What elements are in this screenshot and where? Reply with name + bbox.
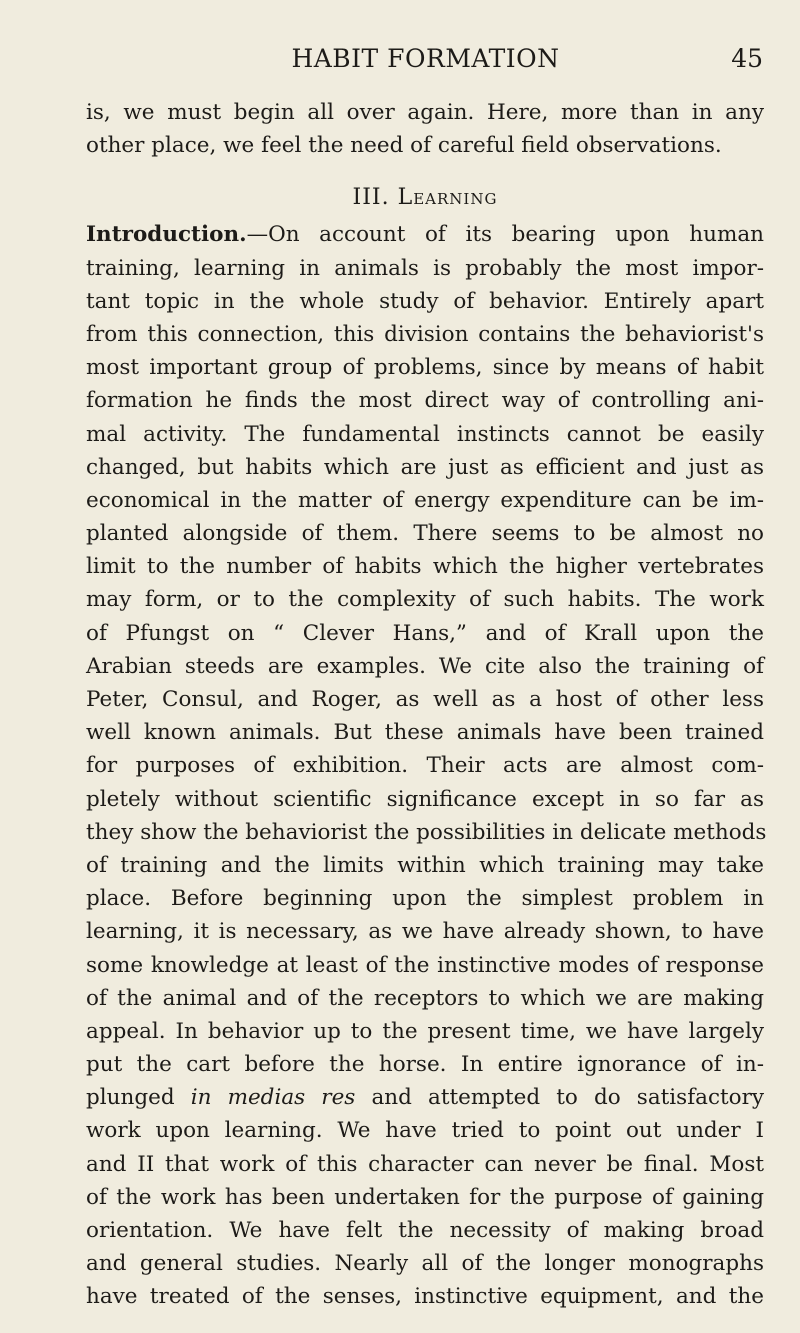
paragraph-continuation (86, 96, 764, 162)
text-line: for purposes of exhibition. Their acts are almost com- (86, 753, 764, 779)
body-text (86, 96, 767, 1314)
latin-phrase: in medias res (190, 1085, 356, 1111)
text-line: put the cart before the horse. In entire ignorance of in- (86, 1052, 764, 1078)
text-line: other place, we feel the need of careful field observations. (86, 133, 722, 159)
text-line (86, 1081, 764, 1114)
section-numeral: III. (352, 185, 390, 211)
text-line: of the animal and of the receptors to which we are making (86, 985, 764, 1011)
text-line: tant topic in the whole study of behavior. Entirely apart (86, 288, 764, 314)
text-line: orientation. We have felt the necessity of making broad (86, 1218, 764, 1243)
text-line: formation he finds the most direct way of controlling ani- (86, 388, 764, 414)
text-line: from this connection, this division contains the behaviorist's (86, 321, 764, 347)
text-line: have treated of the senses, instinctive equipment, and the (86, 1284, 764, 1310)
text-line: economical in the matter of energy expenditure can be im- (86, 487, 764, 513)
text-line: changed, but habits which are just as efficient and just as (86, 454, 764, 480)
page-number: 45 (731, 44, 763, 73)
text-line: and II that work of this character can never be final. Most (86, 1151, 764, 1177)
text-span: plunged (86, 1085, 191, 1111)
text-line: of Pfungst on “ Clever Hans,” and of Krall upon the (86, 620, 764, 646)
text-line: and general studies. Nearly all of the longer monographs (86, 1251, 764, 1277)
section-heading (86, 178, 764, 218)
text-line: well known animals. But these animals have been trained (86, 720, 764, 746)
text-line: planted alongside of them. There seems to be almost no (86, 521, 764, 547)
text-line: work upon learning. We have tried to point out under I (86, 1118, 764, 1144)
text-line: Arabian steeds are examples. We cite also the training of (86, 653, 764, 679)
text-line: some knowledge at least of the instinctive modes of response (86, 952, 764, 978)
section-title: Learning (397, 185, 498, 211)
text-line: most important group of problems, since by means of habit (86, 355, 764, 381)
running-header (88, 44, 763, 84)
text-span: and attempted to do satisfactory (355, 1085, 765, 1111)
text-line: may form, or to the complexity of such habits. The work (86, 587, 764, 613)
paragraph-introduction (86, 218, 767, 1313)
spacer (86, 162, 764, 178)
text-line: of the work has been undertaken for the purpose of gaining (86, 1184, 764, 1210)
text-line: limit to the number of habits which the higher vertebrates (86, 554, 764, 580)
text-span: —On account of its bearing upon human (246, 222, 764, 248)
paragraph-lead-in: Introduction. (86, 222, 247, 248)
text-line: training, learning in animals is probably the most impor- (86, 255, 764, 281)
text-line: mal activity. The fundamental instincts cannot be easily (86, 421, 764, 447)
text-line: place. Before beginning upon the simplest problem in (86, 886, 764, 912)
text-line: appeal. In behavior up to the present time, we have largely (86, 1018, 764, 1044)
text-line: learning, it is necessary, as we have already shown, to have (86, 919, 764, 945)
text-line (86, 218, 764, 251)
text-line: of training and the limits within which training may take (86, 852, 764, 878)
text-line: they show the behaviorist the possibilities in delicate methods (86, 819, 767, 845)
text-line: pletely without scientific significance except in so far as (86, 786, 764, 812)
running-title: HABIT FORMATION (291, 44, 560, 73)
text-line: is, we must begin all over again. Here, more than in any (86, 100, 764, 125)
text-line: Peter, Consul, and Roger, as well as a host of other less (86, 687, 764, 712)
